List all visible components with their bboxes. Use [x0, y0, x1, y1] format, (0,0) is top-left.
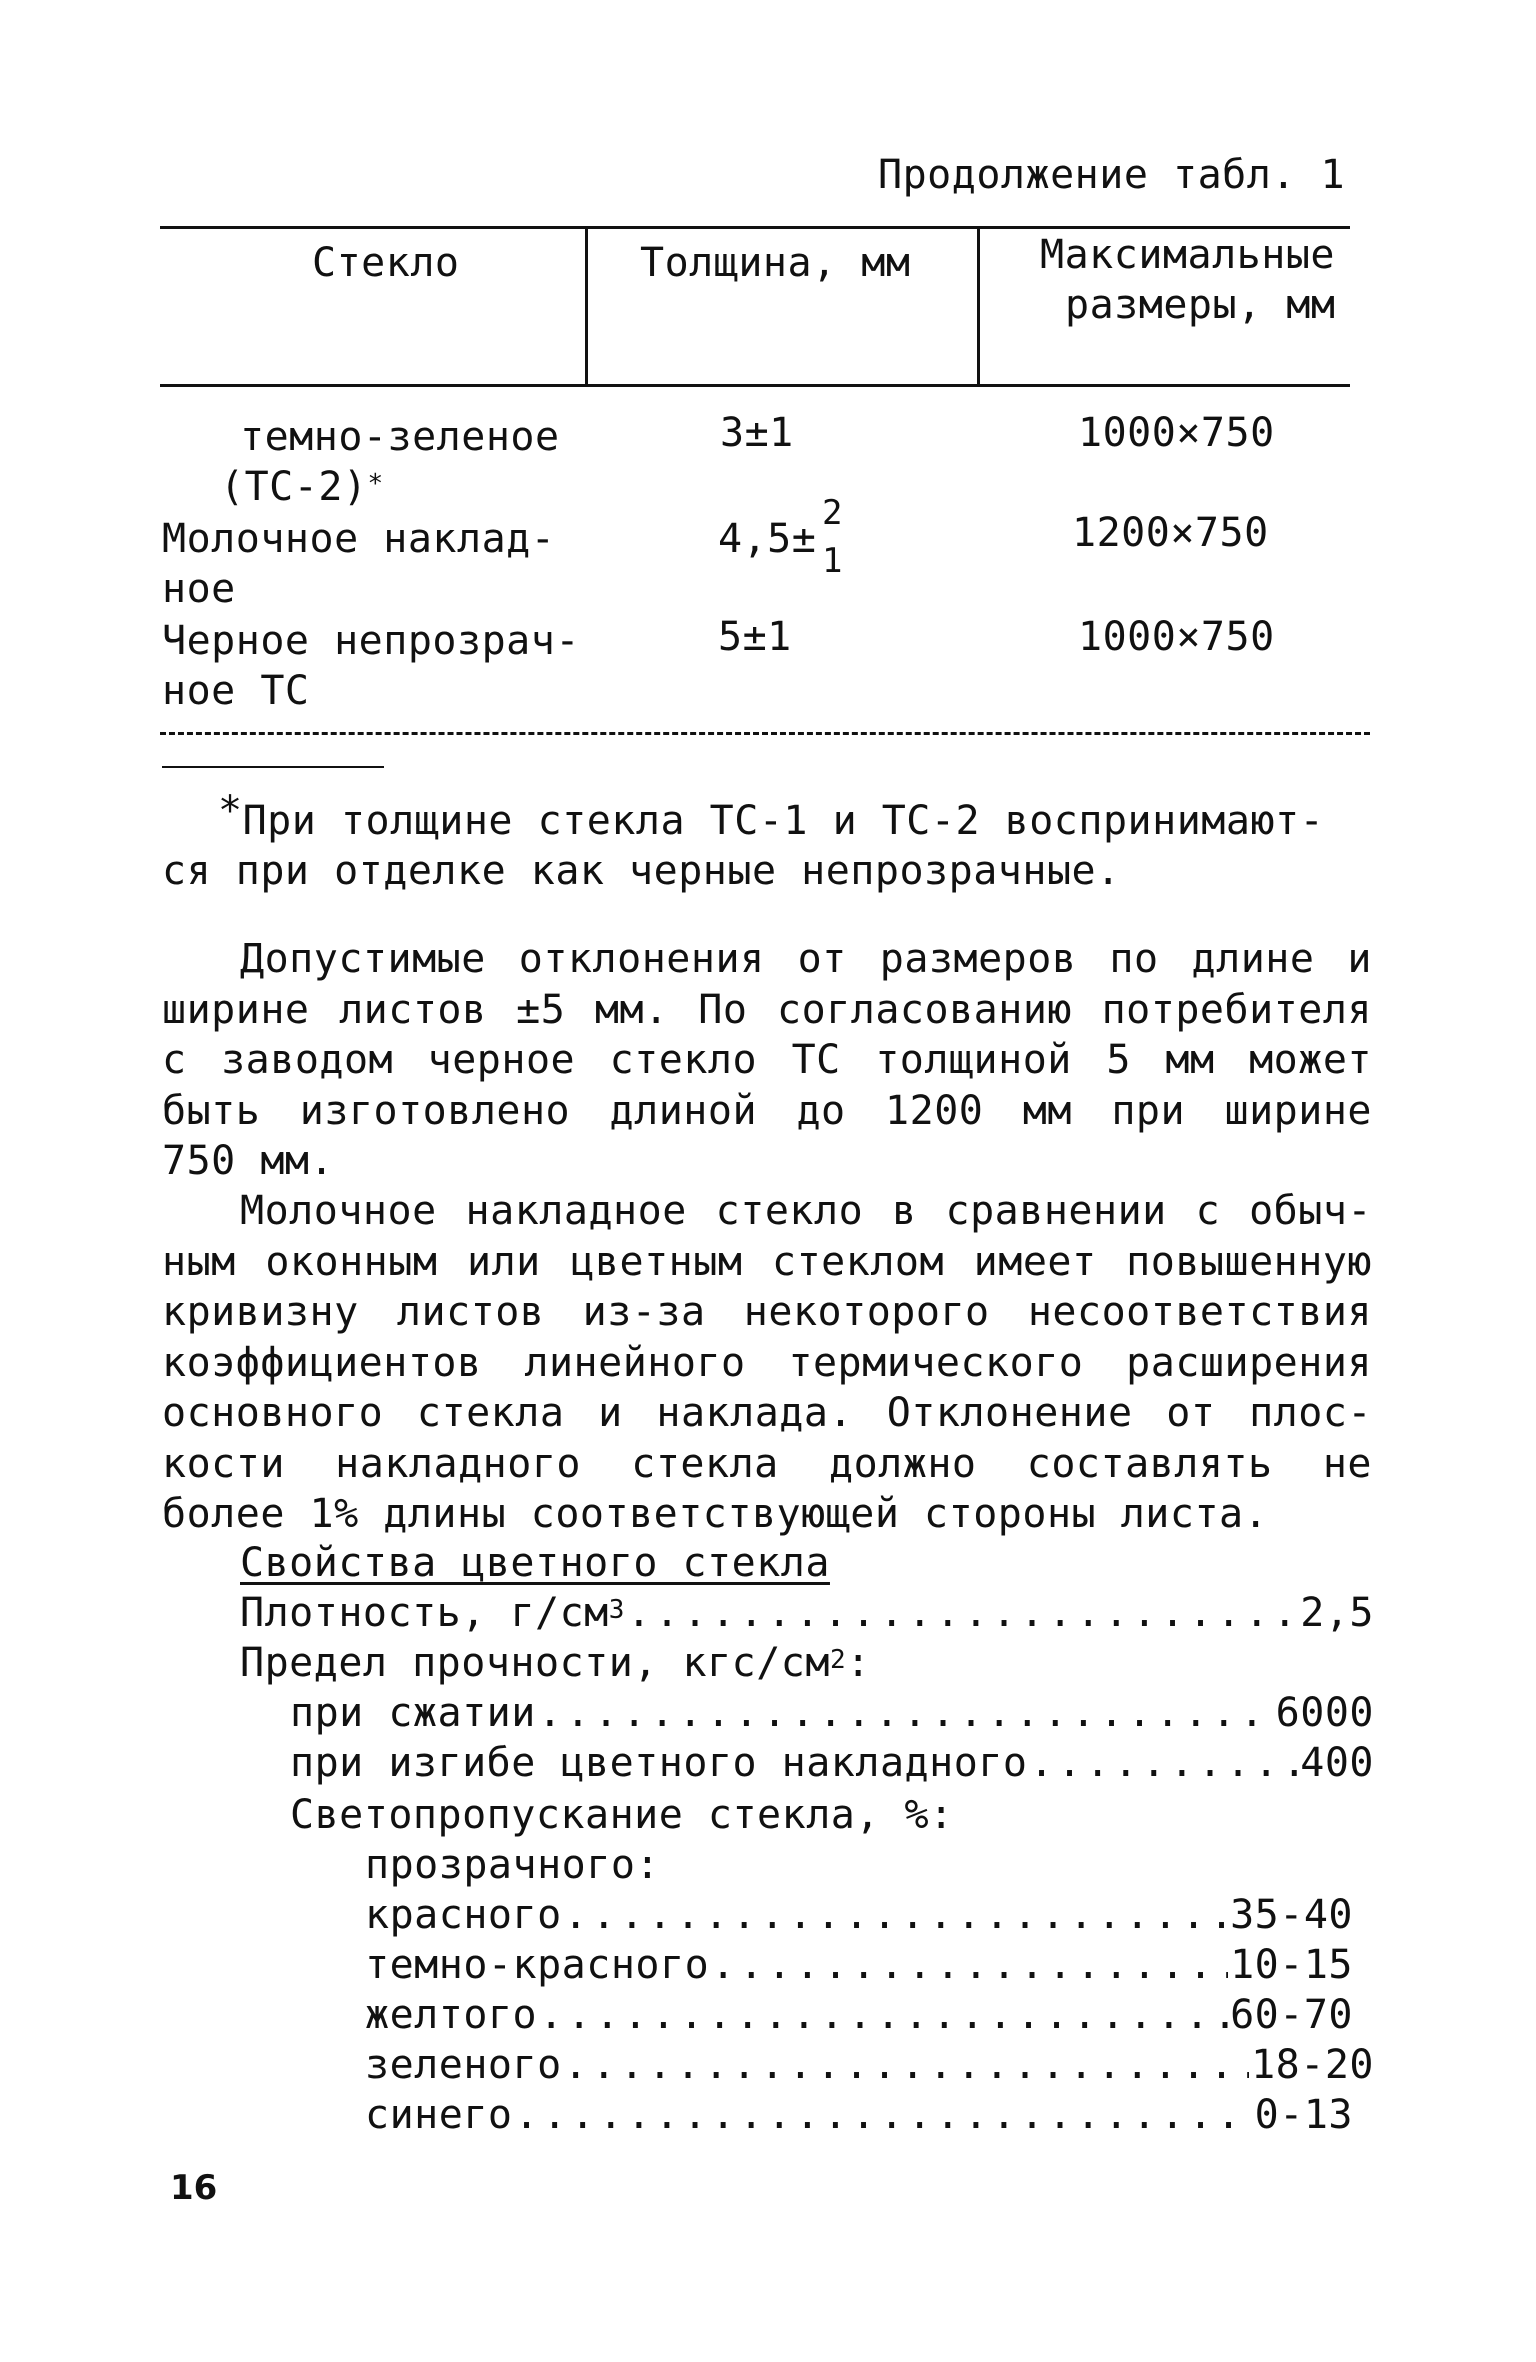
- strength-heading: [240, 1638, 871, 1693]
- color-value: 35-40: [1230, 1892, 1353, 1938]
- color-value: 0-13: [1254, 2092, 1353, 2138]
- footnote-text-line1: При толщине стекла ТС-1 и ТС-2 воспринимают-: [242, 798, 1325, 844]
- color-row-red: [365, 1890, 1353, 1940]
- transmission-heading: Светопропускание стекла, %:: [290, 1792, 954, 1838]
- row1-size: 1000×750: [1078, 410, 1275, 456]
- row2-glass-line2: ное: [162, 566, 236, 612]
- color-value: 18-20: [1251, 2042, 1374, 2088]
- row1-thickness: 3±1: [720, 410, 794, 456]
- row2-size: 1200×750: [1072, 510, 1269, 556]
- paragraph-2-line: кривизну листов из-за некоторого несоответствия: [162, 1289, 1372, 1335]
- paragraph-2-line: кости накладного стекла должно составлять не: [162, 1440, 1372, 1487]
- row3-glass-line1: Черное непрозрач-: [162, 618, 580, 664]
- density-label-text: Плотность, г/см: [240, 1590, 609, 1636]
- header-glass: Стекло: [312, 240, 460, 286]
- color-leader-dots: [711, 1940, 1228, 1990]
- header-max-size-line1: Максимальные: [1040, 232, 1335, 278]
- strength-unit-power: 2: [829, 1645, 847, 1675]
- footnote-rule: [162, 766, 384, 768]
- color-leader-dots: [539, 1990, 1228, 2040]
- bending-value: 400: [1300, 1740, 1374, 1786]
- paragraph-2-line: более 1% длины соответствующей стороны листа.: [162, 1491, 1269, 1537]
- row1-glass-line2: [220, 462, 384, 517]
- color-label: темно-красного: [365, 1942, 710, 1988]
- paragraph-1-line: Допустимые отклонения от размеров по длине и: [240, 936, 1372, 982]
- row3-thickness: 5±1: [718, 614, 792, 660]
- color-leader-dots: [515, 2090, 1253, 2140]
- row1-glass-line1: темно-зеленое: [240, 414, 560, 460]
- compression-value: 6000: [1275, 1690, 1374, 1736]
- color-label: зеленого: [365, 2042, 562, 2088]
- footnote-line2: ся при отделке как черные непрозрачные.: [162, 848, 1121, 894]
- paragraph-2-line: основного стекла и наклада. Отклонение от плос-: [162, 1390, 1372, 1436]
- table-caption: Продолжение табл. 1: [878, 152, 1346, 198]
- color-row-yellow: [365, 1990, 1353, 2040]
- strength-label: Предел прочности, кгс/см: [240, 1640, 830, 1686]
- density-unit-power: 3: [608, 1595, 625, 1625]
- paragraph-1-line: с заводом черное стекло ТС толщиной 5 мм может: [162, 1037, 1372, 1083]
- table-header-rule: [160, 384, 1350, 387]
- paragraph-2: [162, 1186, 1372, 1540]
- paragraph-2-line: коэффициентов линейного термического расширения: [162, 1339, 1372, 1386]
- density-leader-dots: [627, 1588, 1298, 1638]
- color-row-blue: [365, 2090, 1353, 2140]
- paragraph-1-line: быть изготовлено длиной до 1200 мм при ширине: [162, 1087, 1372, 1134]
- footnote-mark: *: [218, 788, 243, 834]
- table-column-divider-1: [585, 226, 588, 384]
- strength-colon: :: [846, 1640, 871, 1686]
- row2-thickness: [718, 493, 843, 581]
- table-bottom-dashed-rule: [160, 732, 1370, 735]
- density-value: 2,5: [1300, 1590, 1374, 1636]
- color-label: синего: [365, 2092, 513, 2138]
- row3-glass-line2: ное ТС: [162, 668, 310, 714]
- row2-glass-line1: Молочное наклад-: [162, 516, 556, 562]
- color-label: желтого: [365, 1992, 538, 2038]
- table-top-rule: [160, 226, 1350, 229]
- bending-leader-dots: [1029, 1738, 1298, 1788]
- row2-thickness-lower: 1: [822, 541, 843, 581]
- bending-row: [290, 1738, 1374, 1788]
- color-leader-dots: [564, 2040, 1249, 2090]
- paragraph-1-line: 750 мм.: [162, 1138, 335, 1184]
- compression-row: [290, 1688, 1374, 1738]
- color-row-green: [365, 2040, 1374, 2090]
- compression-label: при сжатии: [290, 1690, 536, 1736]
- color-value: 10-15: [1230, 1942, 1353, 1988]
- header-max-size-line2: размеры, мм: [1065, 282, 1336, 328]
- compression-leader-dots: [538, 1688, 1274, 1738]
- paragraph-1-line: ширине листов ±5 мм. По согласованию потребителя: [162, 986, 1372, 1033]
- row1-glass-name: (ТС-2): [220, 464, 368, 510]
- row1-footnote-mark: *: [367, 469, 384, 499]
- paragraph-1: [162, 934, 1372, 1187]
- color-row-dark-red: [365, 1940, 1353, 1990]
- density-row: [240, 1588, 1374, 1643]
- row3-size: 1000×750: [1078, 614, 1275, 660]
- table-column-divider-2: [977, 226, 980, 384]
- density-label: [240, 1588, 625, 1643]
- color-value: 60-70: [1230, 1992, 1353, 2038]
- row2-thickness-upper: 2: [822, 493, 843, 533]
- color-label: красного: [365, 1892, 562, 1938]
- footnote-line1: [218, 788, 1325, 846]
- bending-label: при изгибе цветного накладного: [290, 1740, 1028, 1786]
- page-number: 16: [170, 2168, 218, 2208]
- color-leader-dots: [564, 1890, 1228, 1940]
- paragraph-2-line: ным оконным или цветным стеклом имеет повышенную: [162, 1238, 1372, 1285]
- header-thickness: Толщина, мм: [640, 240, 911, 286]
- paragraph-2-line: Молочное накладное стекло в сравнении с обыч-: [240, 1188, 1372, 1234]
- transparent-heading: прозрачного:: [365, 1842, 660, 1888]
- row2-thickness-base: 4,5±: [718, 516, 817, 562]
- row2-thickness-value: [718, 493, 843, 581]
- properties-title: Свойства цветного стекла: [240, 1540, 830, 1586]
